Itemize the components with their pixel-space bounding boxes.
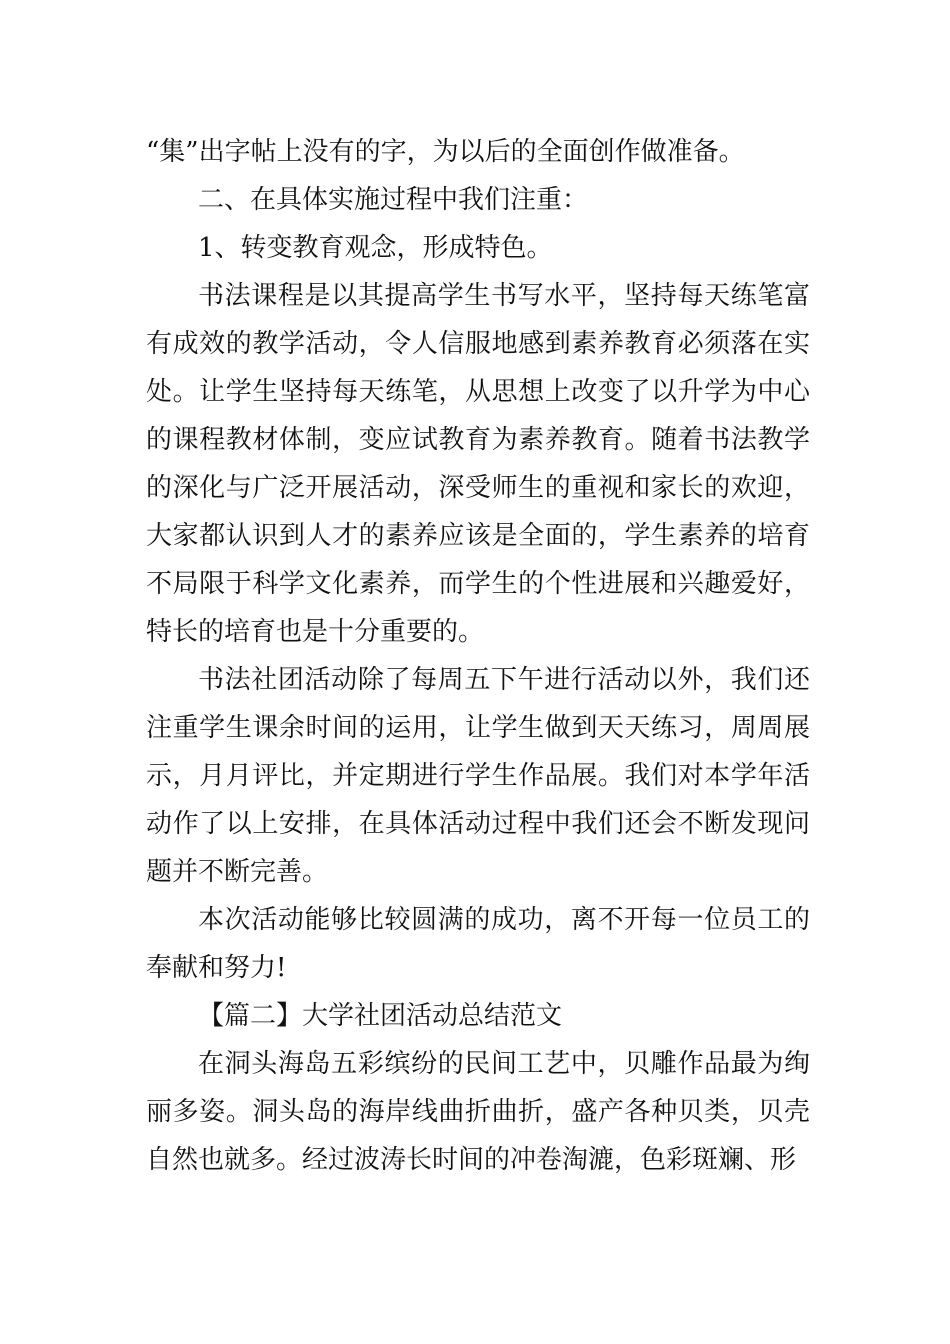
paragraph-calligraphy-course: 书法课程是以其提高学生书写水平，坚持每天练笔富有成效的教学活动，令人信服地感到素养教育必须落在实处。让学生坚持每天练笔，从思想上改变了以升学为中心的课程教材体制，变应试教育为素养教育。随着书法教学的深化与广泛开展活动，深受师生的重视和家长的欢迎，大家都认识到人才的素养应该是全面的，学生素养的培育不局限于科学文化素养，而学生的个性进展和兴趣爱好，特长的培育也是十分重要的。 — [146, 281, 810, 647]
section-heading-2: 二、在具体实施过程中我们注重： — [198, 185, 589, 215]
paragraph-thanks: 本次活动能够比较圆满的成功，离不开每一位员工的奉献和努力! — [146, 905, 810, 983]
paragraph-continuation: “集”出字帖上没有的字，为以后的全面创作做准备。 — [146, 137, 745, 167]
document-body — [146, 128, 810, 1184]
paragraph-club-activities: 书法社团活动除了每周五下午进行活动以外，我们还注重学生课余时间的运用，让学生做到天天练习，周周展示，月月评比，并定期进行学生作品展。我们对本学年活动作了以上安排，在具体活动过程中我们还会不断发现问题并不断完善。 — [146, 665, 810, 887]
subheading-1: 1、转变教育观念，形成特色。 — [198, 233, 553, 263]
paragraph-shell-carving: 在洞头海岛五彩缤纷的民间工艺中，贝雕作品最为绚丽多姿。洞头岛的海岸线曲折曲折，盛产各种贝类，贝壳自然也就多。经过波涛长时间的冲卷淘漉，色彩斑斓、形 — [146, 1049, 810, 1175]
article-heading-part-two: 【篇二】大学社团活动总结范文 — [198, 1001, 563, 1031]
